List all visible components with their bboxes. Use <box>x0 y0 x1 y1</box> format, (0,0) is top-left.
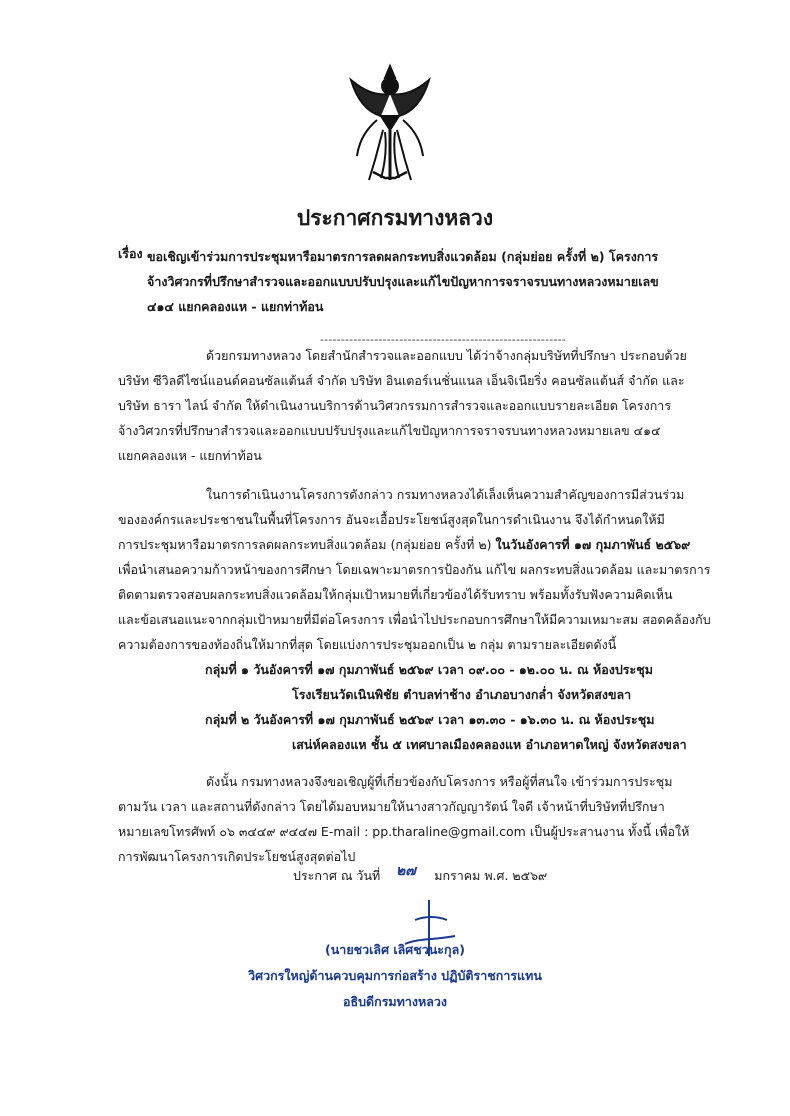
meeting-group-1 <box>205 657 725 707</box>
group-schedule: กลุ่มที่ ๒ วันอังคารที่ ๑๗ กุมภาพันธ์ ๒๕๖๙ เวลา ๑๓.๓๐ - ๑๖.๓๐ น. ณ ห้องประชุม <box>205 712 655 727</box>
paragraph-line: บริษัท ซีวิลดีไซน์แอนด์คอนซัลแต้นส์ จำกัด บริษัท อินเตอร์เนชั่นแนล เอ็นจิเนียริ่ง คอนซัลแต้นส์ จำกัด และ <box>118 373 685 388</box>
paragraph-line: ดังนั้น กรมทางหลวงจึงขอเชิญผู้ที่เกี่ยวข้องกับโครงการ หรือผู้ที่สนใจ เข้าร่วมการประชุม <box>206 774 673 789</box>
paragraph-line: ในการดำเนินงานโครงการดังกล่าว กรมทางหลวงได้เล็งเห็นความสำคัญของการมีส่วนร่วม <box>206 487 685 502</box>
paragraph-invitation <box>118 769 718 869</box>
page-title: ประกาศกรมทางหลวง <box>296 206 494 230</box>
group-venue: โรงเรียนวัดเนินพิชัย ตำบลท่าช้าง อำเภอบางกล่ำ จังหวัดสงขลา <box>292 687 632 702</box>
paragraph-intro <box>118 343 718 468</box>
paragraph-purpose <box>118 482 718 657</box>
paragraph-line: แยกคลองแห - แยกท่าท้อน <box>118 448 262 463</box>
paragraph-line <box>118 532 718 557</box>
paragraph-line: และข้อเสนอแนะจากกลุ่มเป้าหมายที่มีต่อโครงการ เพื่อนำไปประกอบการศึกษาให้มีความเหมาะสม สอดคล้องกับ <box>118 612 711 627</box>
separator-line: ----------------------------------------------------------- <box>320 333 566 346</box>
subject-line: ๔๑๔ แยกคลองแห - แยกท่าท้อน <box>147 299 324 314</box>
signer-position: วิศวกรใหญ่ด้านควบคุมการก่อสร้าง ปฏิบัติราชการแทน <box>248 968 542 983</box>
meeting-date: ในวันอังคารที่ ๑๗ กุมภาพันธ์ ๒๕๖๙ <box>495 537 691 552</box>
paragraph-line: ความต้องการของท้องถิ่นให้มากที่สุด โดยแบ่งการประชุมออกเป็น ๒ กลุ่ม ตามรายละเอียดดังนี้ <box>118 637 617 652</box>
subject-line: ขอเชิญเข้าร่วมการประชุมหารือมาตรการลดผลกระทบสิ่งแวดล้อม (กลุ่มย่อย ครั้งที่ ๒) โครงการ <box>147 249 659 264</box>
subject-line: จ้างวิศวกรที่ปรึกษาสำรวจและออกแบบปรับปรุงและแก้ไขปัญหาการจราจรบนทางหลวงหมายเลข <box>147 274 659 289</box>
signer-name: (นายชวเลิศ เลิศชวนะกุล) <box>325 942 465 957</box>
paragraph-line: บริษัท ธารา ไลน์ จำกัด ให้ดำเนินงานบริการด้านวิศวกรรมการสำรวจและออกแบบรายละเอียด โครงการ <box>118 398 672 413</box>
announce-month-year: มกราคม พ.ศ. ๒๕๖๙ <box>434 868 548 883</box>
subject-text <box>147 244 717 319</box>
paragraph-line: ขององค์กรและประชาชนในพื้นที่โครงการ อันจะเอื้อประโยชน์สูงสุดในการดำเนินงาน จึงได้กำหนดให้มี <box>118 512 665 527</box>
paragraph-line: ด้วยกรมทางหลวง โดยสำนักสำรวจและออกแบบ ได้ว่าจ้างกลุ่มบริษัทที่ปรึกษา ประกอบด้วย <box>206 348 687 363</box>
paragraph-line: การพัฒนาโครงการเกิดประโยชน์สูงสุดต่อไป <box>118 849 356 864</box>
group-schedule: กลุ่มที่ ๑ วันอังคารที่ ๑๗ กุมภาพันธ์ ๒๕๖๙ เวลา ๐๙.๐๐ - ๑๒.๐๐ น. ณ ห้องประชุม <box>205 662 653 677</box>
paragraph-line: ติดตามตรวจสอบผลกระทบสิ่งแวดล้อมให้กลุ่มเป้าหมายที่เกี่ยวข้องได้รับทราบ พร้อมทั้งรับฟังความคิดเห็น <box>118 587 673 602</box>
subject-label: เรื่อง <box>118 246 143 261</box>
paragraph-line: ตามวัน เวลา และสถานที่ดังกล่าว โดยได้มอบหมายให้นางสาวกัญญารัตน์ ใจดี เจ้าหน้าที่บริษัทที่ปรึกษา <box>118 799 665 814</box>
signer-office: อธิบดีกรมทางหลวง <box>342 994 448 1009</box>
meeting-description: การประชุมหารือมาตรการลดผลกระทบสิ่งแวดล้อม (กลุ่มย่อย ครั้งที่ ๒) <box>118 537 496 552</box>
group-venue: เสน่ห์คลองแห ชั้น ๕ เทศบาลเมืองคลองแห อำเภอหาดใหญ่ จังหวัดสงขลา <box>292 737 687 752</box>
paragraph-line: เพื่อนำเสนอความก้าวหน้าของการศึกษา โดยเฉพาะมาตรการป้องกัน แก้ไข ผลกระทบสิ่งแวดล้อม และมาตรการ <box>118 562 711 577</box>
paragraph-line: จ้างวิศวกรที่ปรึกษาสำรวจและออกแบบปรับปรุงและแก้ไขปัญหาการจราจรบนทางหลวงหมายเลข ๔๑๔ <box>118 423 661 438</box>
announce-date <box>293 866 547 886</box>
meeting-group-2 <box>205 707 725 757</box>
garuda-emblem-icon <box>345 60 435 190</box>
announce-day: ๒๗ <box>396 863 416 879</box>
paragraph-line: หมายเลขโทรศัพท์ ๐๖ ๓๔๔๙ ๙๔๔๗ E-mail : pp.tharaline@gmail.com เป็นผู้ประสานงาน ทั้งนี้ เพื่อให้ <box>118 824 690 839</box>
announce-prefix: ประกาศ ณ วันที่ <box>293 868 381 883</box>
